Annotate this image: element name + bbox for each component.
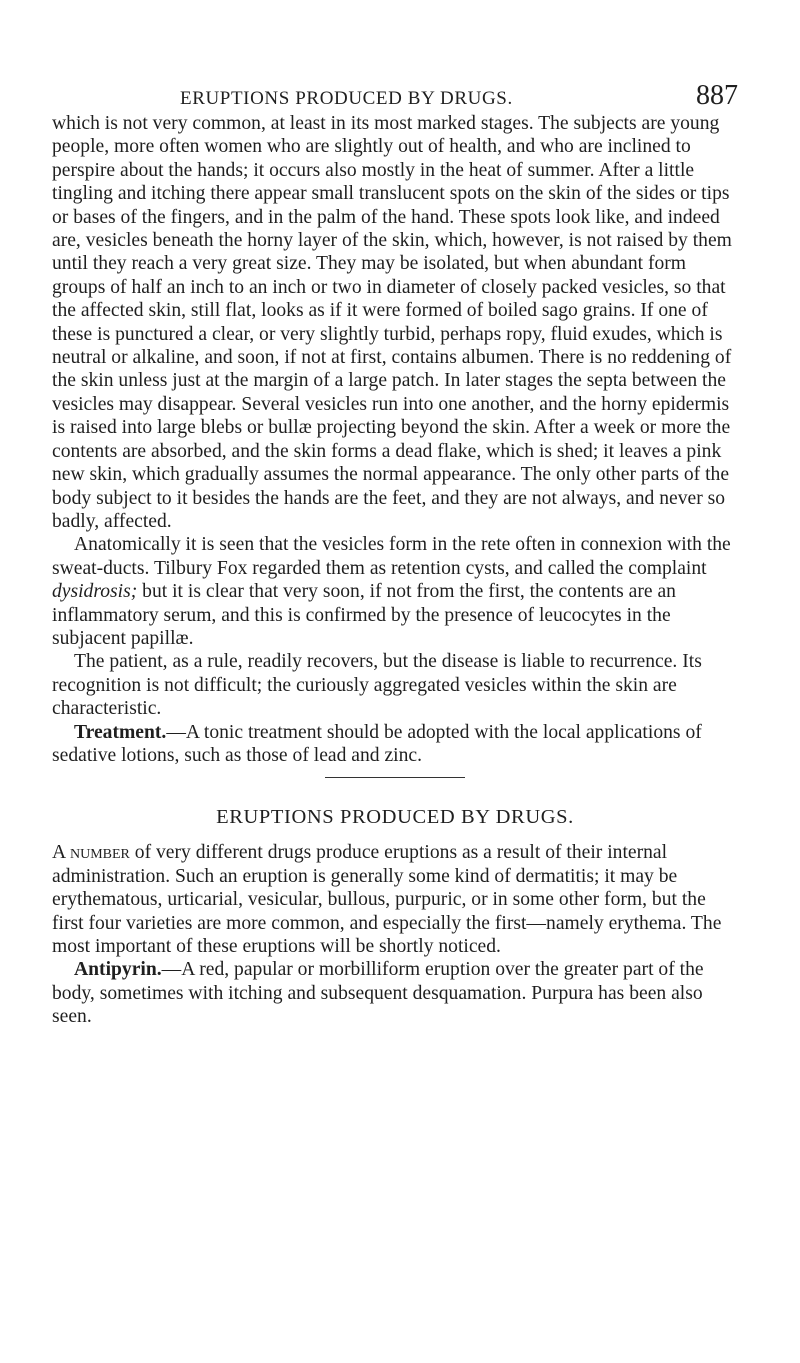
running-title: ERUPTIONS PRODUCED BY DRUGS. (180, 88, 513, 109)
paragraph-text: Anatomically it is seen that the vesicles form in the rete often in connexion with the sweat-ducts. Tilbury Fox regarded them as retention cysts, and called the complaint (52, 534, 731, 579)
paragraph-intro (52, 841, 738, 958)
run-in-heading: Treatment. (74, 721, 167, 743)
paragraph-text: which is not very common, at least in its most marked stages. The subjects are young people, more often women who are slightly out of health, and who are inclined to perspire about the hands; it occurs also mostly in the heat of summer. After a little tingling and itching there appear small translucent spots on the skin of the sides or tips or bases of the fingers, and in the palm of the hand. These spots look like, and indeed are, vesicles beneath the horny layer of the skin, which, however, is not raised by them until they reach a very great size. They may be isolated, but when abundant form groups of half an inch to an inch or two in diameter of closely packed vesicles, so that the affected skin, still flat, looks as if it were formed of boiled sago grains. If one of these is punctured a clear, or very slightly turbid, perhaps ropy, fluid exudes, which is neutral or alkaline, and soon, if not at first, contains albumen. There is no reddening of the skin unless just at the margin of a large patch. In later stages the septa between the vesicles may disappear. Several vesicles run into one another, and the horny epidermis is raised into large blebs or bullæ projecting beyond the skin. After a week or more the contents are absorbed, and the skin forms a dead flake, which is shed; it leaves a pink new skin, which gradually assumes the normal appearance. The only other parts of the body subject to it besides the hands are the feet, and they are not always, and never so badly, affected. (52, 113, 732, 532)
book-page (52, 60, 738, 1029)
paragraph-text: but it is clear that very soon, if not from the first, the contents are an inflammatory serum, and this is confirmed by the presence of leucocytes in the subjacent papillæ. (52, 581, 676, 649)
paragraph-text: of very different drugs produce eruptions as a result of their internal administration. Such an eruption is generally some kind of dermatitis; it may be erythematous, urticarial, vesicular, bullous, purpuric, or in some other form, but the first four varieties are more common, and especially the first—namely erythema. The most important of these eruptions will be shortly noticed. (52, 842, 722, 957)
paragraph-text: —A red, papular or morbilliform eruption over the greater part of the body, sometimes with itching and subsequent desquamation. Purpura has been also seen. (52, 959, 704, 1028)
page-number: 887 (696, 80, 738, 111)
run-in-heading: Antipyrin. (74, 959, 162, 981)
paragraph-text: —A tonic treatment should be adopted with the local applications of sedative lotions, such as those of lead and zinc. (52, 721, 702, 766)
section-divider (325, 777, 465, 778)
section-heading: ERUPTIONS PRODUCED BY DRUGS. (216, 806, 574, 829)
running-head (52, 60, 738, 111)
paragraph-anatomy (52, 533, 738, 650)
paragraph-antipyrin (52, 958, 738, 1028)
italic-term: dysidrosis; (52, 581, 138, 603)
paragraph-prognosis (52, 650, 738, 720)
paragraph-treatment (52, 721, 738, 768)
small-caps-lead: A number (52, 842, 130, 864)
paragraph-continuation (52, 112, 738, 533)
paragraph-text: The patient, as a rule, readily recovers, but the disease is liable to recurrence. Its recognition is not difficult; the curiously aggregated vesicles within the skin are characteristic. (52, 651, 702, 720)
